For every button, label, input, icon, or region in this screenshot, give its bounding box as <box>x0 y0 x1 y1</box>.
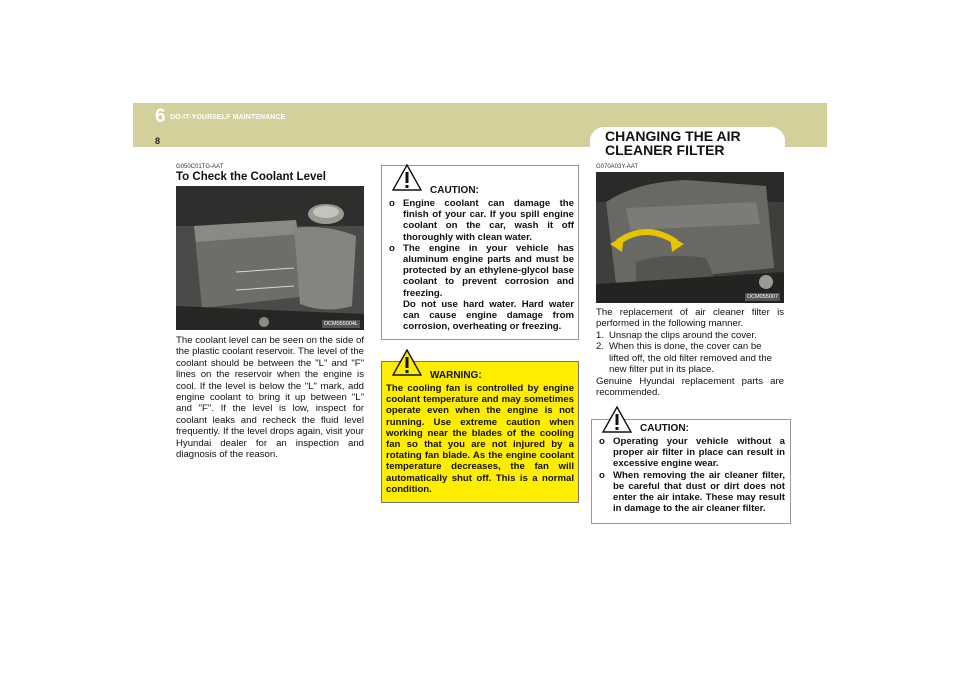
air-cleaner-photo <box>596 172 784 303</box>
caution-list <box>599 436 785 514</box>
list-item: o Engine coolant can damage the finish of your car. If you spill engine coolant on the car, wash it off thoroughly with clean water. <box>389 198 574 243</box>
genuine-parts-text: Genuine Hyundai replacement parts are recommended. <box>596 376 784 399</box>
list-item: o The engine in your vehicle has aluminum engine parts and must be protected by an ethylene-glycol base coolant to prevent corrosion and freezing. Do not use hard water. Hard water can cause engine damage from corrosion, overheating or freezing. <box>389 242 574 333</box>
list-item: o When removing the air cleaner filter, be careful that dust or dirt does not enter the air intake. These may result in damage to the air cleaner filter. <box>599 469 785 515</box>
warning-title: WARNING: <box>430 370 482 381</box>
list-item: 1. Unsnap the clips around the cover. <box>596 330 757 341</box>
list-item: 2. When this is done, the cover can be lifted off, the old filter removed and the new filter put in its place. <box>596 341 773 376</box>
warning-text: The cooling fan is controlled by engine coolant temperature and may sometimes operate even when the engine is not running. Use extreme caution when working near the blades of the cooling fan so that you are not injured by a rotating fan blade. As the engine coolant temperature decreases, the fan will automatically shut off. This is a normal condition. <box>386 383 574 495</box>
replacement-steps <box>596 330 784 376</box>
list-item: o Operating your vehicle without a proper air filter in place can result in excessive engine wear. <box>599 436 785 470</box>
caution-title: CAUTION: <box>430 185 479 196</box>
chapter-number: 6 <box>155 106 166 127</box>
replacement-intro: The replacement of air cleaner filter is performed in the following manner. <box>596 307 784 330</box>
warning-triangle-icon <box>392 349 422 376</box>
photo-caption: OCM055007 <box>746 294 778 300</box>
caution-list <box>389 198 574 332</box>
coolant-reservoir-photo <box>176 186 364 330</box>
photo-caption: OCM055004L <box>323 321 358 327</box>
section-code: G050C01TG-AAT <box>176 164 224 170</box>
warning-triangle-icon <box>602 406 632 433</box>
page-number: 8 <box>155 136 161 146</box>
warning-triangle-icon <box>392 164 422 191</box>
chapter-header-band <box>133 103 380 147</box>
section-title: CHANGING THE AIR CLEANER FILTER <box>605 128 741 158</box>
caution-title: CAUTION: <box>640 423 689 434</box>
coolant-level-text: The coolant level can be seen on the side of the plastic coolant reservoir. The level of the coolant should be between the "L" and "F" lines on the reservoir when the engine is cool. If the level is below the "L" mark, add engine coolant to bring it up between "L" and "F". If the level is low, inspect for coolant leaks and recheck the fluid level frequently. If the level drops again, visit your Hyundai dealer for an inspection and diagnosis of the reason. <box>176 335 364 461</box>
chapter-title: DO-IT-YOURSELF MAINTENANCE <box>170 114 286 121</box>
subsection-heading: To Check the Coolant Level <box>176 171 326 183</box>
section-code: G070A03Y-AAT <box>596 164 639 170</box>
